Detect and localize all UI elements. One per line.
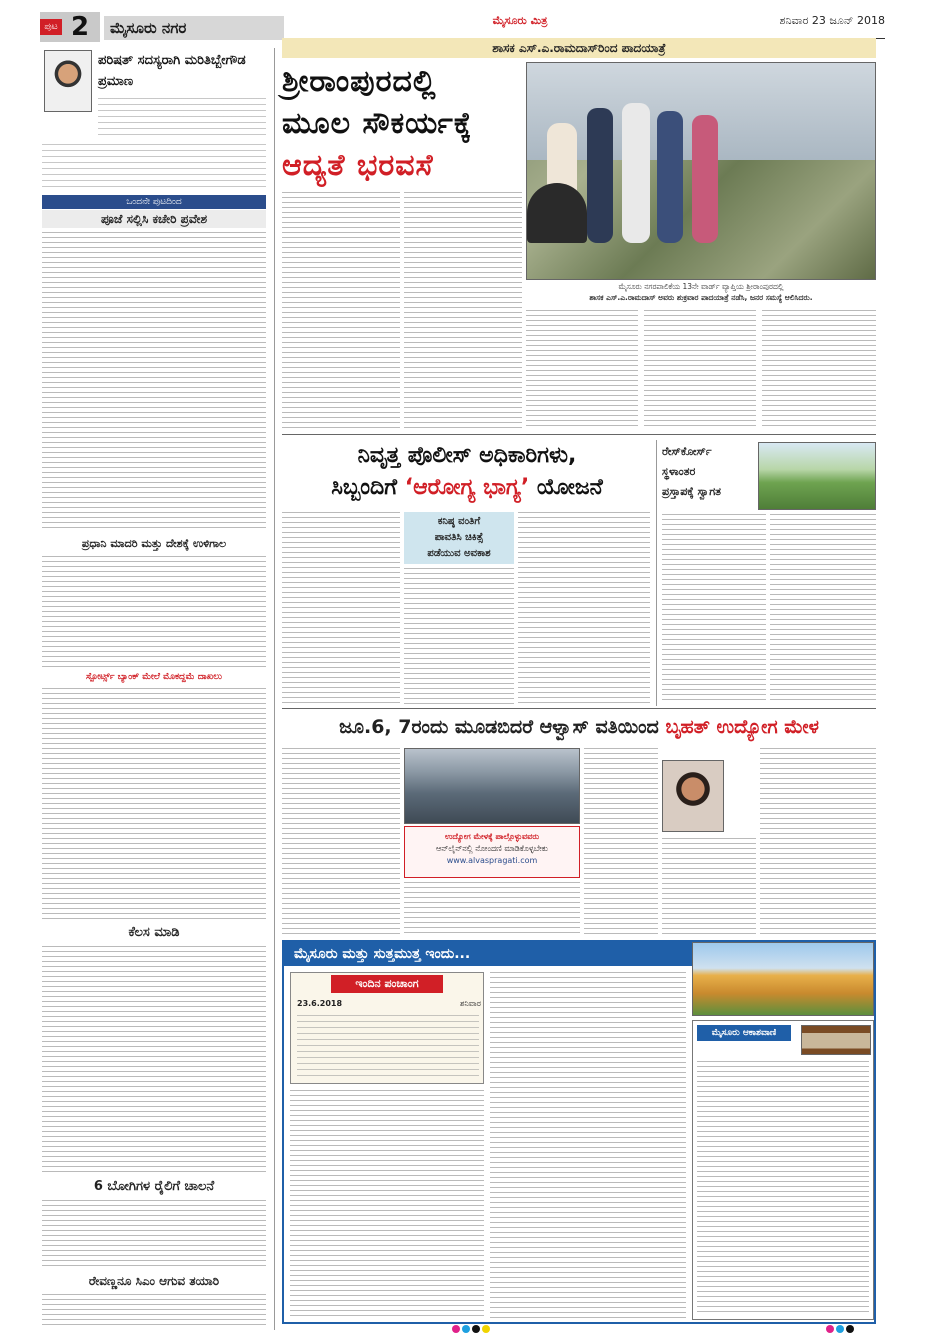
radio-schedule xyxy=(697,1061,869,1315)
lead-headline-line1: ಶ್ರೀರಾಂಪುರದಲ್ಲಿ xyxy=(282,64,437,99)
panchanga-title: ಇಂದಿನ ಪಂಚಾಂಗ xyxy=(331,975,443,993)
story6-headline: ರೇವಣ್ಣನೂ ಸಿಎಂ ಆಗುವ ತಯಾರಿ xyxy=(88,1274,220,1288)
jobfair-headline xyxy=(282,712,876,742)
police-headline-part2: ಸಿಬ್ಬಂದಿಗೆ xyxy=(331,475,398,500)
lead-body-col4 xyxy=(644,310,756,428)
jobfair-ad-line1: ಉದ್ಯೋಗ ಮೇಳಕ್ಕೆ ಪಾಲ್ಗೊಳ್ಳುವವರು xyxy=(444,832,540,841)
story1-body xyxy=(98,98,266,140)
racecourse-photo xyxy=(758,442,876,510)
jobfair-body-col2 xyxy=(404,882,580,936)
jobfair-crowd-photo xyxy=(404,748,580,824)
panchanga-date: 23.6.2018 xyxy=(297,999,343,1008)
story6-body xyxy=(42,1294,266,1328)
jobfair-ad-line2: ಆನ್‌ಲೈನ್‌ನಲ್ಲಿ ನೋಂದಣಿ ಮಾಡಿಕೊಳ್ಳಬೇಕು xyxy=(436,844,548,853)
police-box-line2: ಪಾವತಿಸಿ ಚಿಕಿತ್ಸೆ xyxy=(434,532,484,543)
police-headline-line1: ನಿವೃತ್ತ ಪೊಲೀಸ್ ಅಧಿಕಾರಿಗಳು, xyxy=(357,443,577,468)
today-events-col1 xyxy=(290,1090,484,1318)
story3-subhead: ಸ್ಪೋರ್ಟ್ಸ್ ಬ್ಯಾಂಕ್ ಮೇಲೆ ಮೊಕದ್ದಮೆ ದಾಖಲು xyxy=(86,672,222,682)
jobfair-headline-main: ಜೂ.6, 7ರಂದು ಮೂಡಬಿದರೆ ಆಳ್ವಾಸ್ ವತಿಯಿಂದ xyxy=(339,716,659,738)
today-events-col2 xyxy=(490,972,686,1318)
lead-body-col3 xyxy=(526,310,638,428)
palace-photo xyxy=(692,942,874,1016)
issue-date: ಶನಿವಾರ 23 ಜೂನ್ 2018 xyxy=(779,14,885,27)
lead-headline-line3: ಆದ್ಯತೆ ಭರವಸೆ xyxy=(282,148,434,183)
registration-mark-cyan xyxy=(462,1325,470,1333)
lead-photo xyxy=(526,62,876,280)
story5-headline: 6 ಬೋಗಿಗಳ ರೈಲಿಗೆ ಚಾಲನೆ xyxy=(93,1179,215,1194)
jobfair-website: www.alvaspragati.com xyxy=(446,856,538,865)
story2-kicker: ಒಂದನೇ ಪುಟದಿಂದ xyxy=(42,195,266,209)
registration-mark-black xyxy=(472,1325,480,1333)
police-highlight-box xyxy=(404,512,514,564)
panchanga-weekday: ಶನಿವಾರ xyxy=(459,999,481,1008)
racecourse-headline-line2: ಸ್ಥಳಾಂತರ xyxy=(662,465,696,478)
radio-title: ಮೈಸೂರು ಆಕಾಶವಾಣಿ xyxy=(697,1025,791,1041)
lead-headline-line2: ಮೂಲ ಸೌಕರ್ಯಕ್ಕೆ xyxy=(282,106,473,141)
registration-mark-magenta-right xyxy=(826,1325,834,1333)
lead-kicker: ಶಾಸಕ ಎಸ್.ಎ.ರಾಮದಾಸ್‌ರಿಂದ ಪಾದಯಾತ್ರೆ xyxy=(282,38,876,58)
radio-panel xyxy=(692,1020,874,1320)
racecourse-headline-line1: ರೇಸ್‌ಕೋರ್ಸ್ xyxy=(662,445,712,458)
story4-body xyxy=(42,946,266,1174)
registration-mark-magenta xyxy=(452,1325,460,1333)
story3-headline: ಪ್ರಧಾನಿ ಮಾದರಿ ಮತ್ತು ದೇಶಕ್ಕೆ ಉಳಿಗಾಲ xyxy=(81,537,227,550)
police-headline xyxy=(282,440,652,506)
section-title: ಮೈಸೂರು ನಗರ xyxy=(104,16,284,40)
jobfair-body-col5 xyxy=(760,748,876,936)
lead-body-col5 xyxy=(762,310,876,428)
police-body-col2 xyxy=(404,568,514,704)
police-box-line1: ಕನಿಷ್ಠ ವಂತಿಗೆ xyxy=(437,516,481,527)
story2-headline: ಪೂಜೆ ಸಲ್ಲಿಸಿ ಕಚೇರಿ ಪ್ರವೇಶ xyxy=(42,210,266,228)
racecourse-headline-line3: ಪ್ರಸ್ತಾಪಕ್ಕೆ ಸ್ವಾಗತ xyxy=(662,485,721,498)
police-headline-part3: ಯೋಜನೆ xyxy=(536,475,603,500)
racecourse-body-col1 xyxy=(662,514,766,704)
jobfair-body-col3 xyxy=(584,748,658,936)
lead-body-col1 xyxy=(282,192,400,428)
police-divider xyxy=(656,440,657,706)
lead-bottom-rule xyxy=(282,434,876,435)
today-title: ಮೈಸೂರು ಮತ್ತು ಸುತ್ತಮುತ್ತ ಇಂದು... xyxy=(284,942,692,966)
panchanga-body xyxy=(297,1015,479,1079)
story4-headline: ಕೆಲಸ ಮಾಡಿ xyxy=(128,925,180,940)
story1-body-cont xyxy=(42,144,266,188)
radio-icon xyxy=(801,1025,871,1055)
police-body-col3 xyxy=(518,512,650,704)
registration-mark-cyan-right xyxy=(836,1325,844,1333)
police-bottom-rule xyxy=(282,708,876,709)
page-tag: ಪುಟ xyxy=(40,19,62,35)
left-column xyxy=(40,50,268,1330)
racecourse-headline xyxy=(662,442,754,506)
jobfair-body-col4 xyxy=(662,838,756,936)
paper-name: ಮೈಸೂರು ಮಿತ್ರ xyxy=(492,14,548,27)
story3-body-cont xyxy=(42,688,266,920)
panchanga-panel xyxy=(290,972,484,1084)
police-headline-highlight: ‘ಆರೋಗ್ಯ ಭಾಗ್ಯ’ xyxy=(404,475,530,500)
registration-mark-yellow xyxy=(482,1325,490,1333)
left-column-divider xyxy=(274,48,275,1330)
today-box xyxy=(282,940,876,1324)
jobfair-headline-highlight: ಬೃಹತ್ ಉದ್ಯೋಗ ಮೇಳ xyxy=(665,716,819,738)
racecourse-body-col2 xyxy=(770,514,876,704)
page-number: 2 xyxy=(70,12,90,42)
lead-photo-caption-2: ಶಾಸಕ ಎಸ್.ಎ.ರಾಮದಾಸ್ ಅವರು ಶುಕ್ರವಾರ ಪಾದಯಾತ್ರೆ ನಡೆಸಿ, ಜನರ ಸಮಸ್ಯೆ ಆಲಿಸಿದರು. xyxy=(589,293,813,302)
police-box-line3: ಪಡೆಯುವ ಅವಕಾಶ xyxy=(427,548,491,559)
jobfair-body-col1 xyxy=(282,748,400,936)
story5-body xyxy=(42,1200,266,1268)
story2-body xyxy=(42,232,266,532)
lead-photo-caption-1: ಮೈಸೂರು ನಗರಪಾಲಿಕೆಯ 13ನೇ ವಾರ್ಡ್ ವ್ಯಾಪ್ತಿಯ ಶ್ರೀರಾಂಪುರದಲ್ಲಿ xyxy=(618,282,784,291)
registration-mark-black-right xyxy=(846,1325,854,1333)
story1-headline: ಪರಿಷತ್ ಸದಸ್ಯರಾಗಿ ಮರಿತಿಬ್ಬೇಗೌಡ ಪ್ರಮಾಣ xyxy=(98,53,246,89)
lead-body-col2 xyxy=(404,192,522,428)
story3-body xyxy=(42,556,266,668)
mp-portrait-photo xyxy=(44,50,92,112)
police-body-col1 xyxy=(282,512,400,704)
jobfair-speaker-photo xyxy=(662,760,724,832)
jobfair-ad-box xyxy=(404,826,580,878)
